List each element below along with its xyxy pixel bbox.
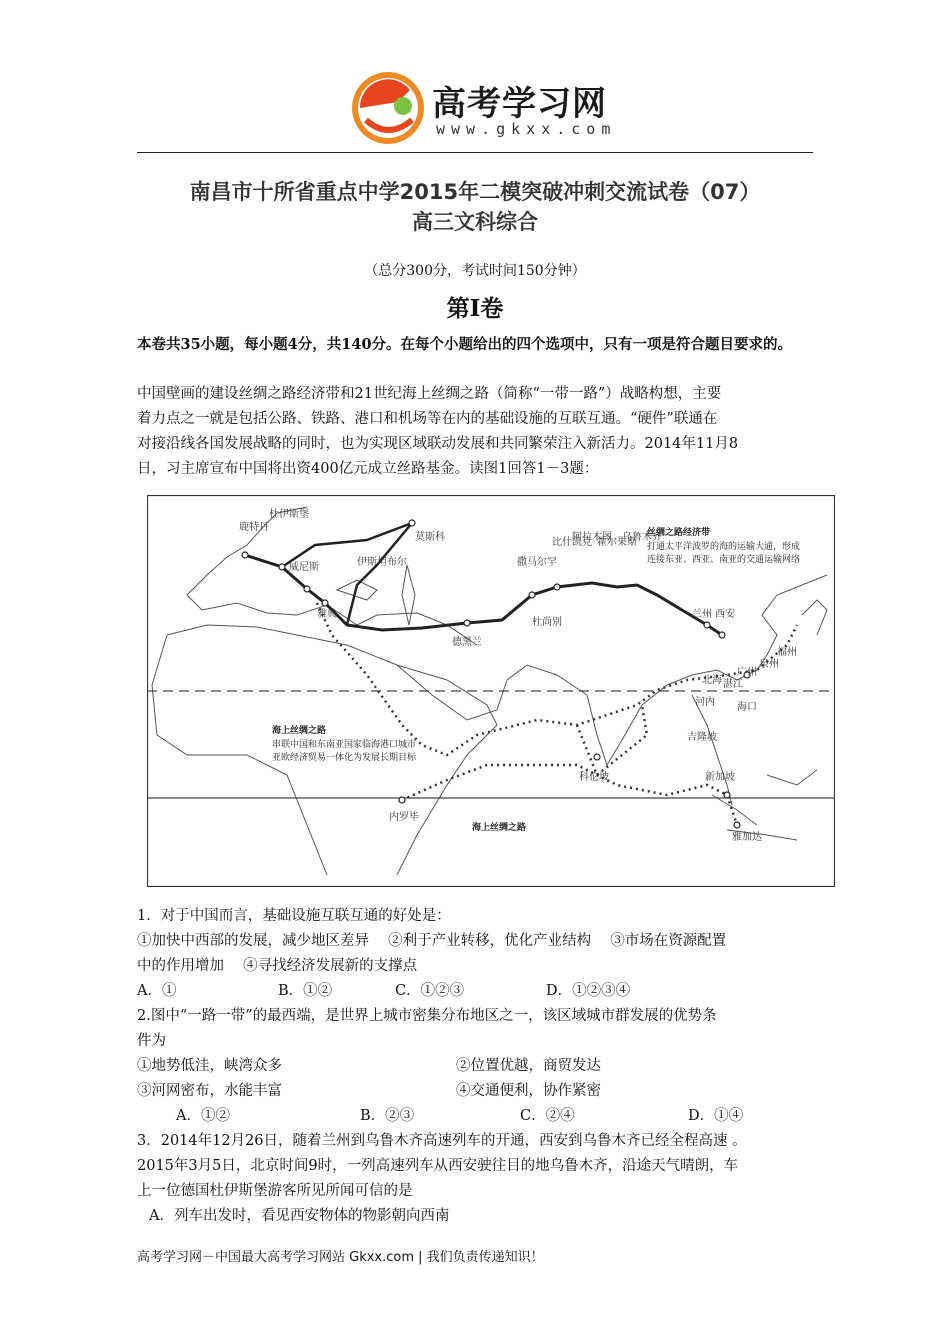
q2-item: ②位置优越，商贸发达 — [456, 1058, 601, 1074]
city-label: 杜伊斯堡 — [269, 509, 309, 520]
city-label: 海口 — [737, 702, 757, 713]
city-label: 河内 — [695, 697, 715, 708]
city-label: 撒马尔罕 — [517, 557, 557, 568]
header-rule — [137, 152, 813, 153]
city-label: 杜尚别 — [532, 617, 562, 628]
q2-item: ③河网密布，水能丰富 — [137, 1083, 282, 1099]
q3-option-a[interactable]: A．列车出发时，看见西安物体的物影朝向西南 — [149, 1208, 450, 1224]
map-figure — [147, 495, 835, 887]
q2-option-a[interactable]: A．①② — [176, 1108, 230, 1124]
question-1-stem: 1．对于中国而言，基础设施互联互通的好处是： — [137, 908, 451, 924]
city-label: 兰州 — [692, 609, 712, 620]
paper-title: 南昌市十所省重点中学2015年二模突破冲刺交流试卷（07） — [189, 180, 761, 204]
legend-sea-title: 海上丝绸之路 — [272, 726, 327, 736]
city-label: 阿拉木图 — [572, 532, 612, 543]
intro-line: 日，习主席宣布中国将出资400亿元成立丝路基金。读图1回答1－3题： — [137, 461, 599, 477]
legend-sea-text: 串联中国和东南亚国家临海港口城市 — [272, 740, 417, 750]
sea-route-label: 海上丝绸之路 — [472, 823, 527, 833]
question-2-stem: 件为 — [137, 1033, 166, 1049]
question-1-items: ①加快中西部的发展，减少地区差异 ②利于产业转移，优化产业结构 ③市场在资源配置 — [137, 933, 727, 949]
intro-line: 对接沿线各国发展战略的同时，也为实现区域联动发展和共同繁荣注入新活力。2014年11月8 — [137, 436, 739, 452]
intro-line: 着力点之一就是包括公路、铁路、港口和机场等在内的基础设施的互联互通。“硬件”联通在 — [137, 411, 718, 427]
question-3-stem: 上一位德国杜伊斯堡游客所见所闻可信的是 — [137, 1183, 413, 1199]
logo-emblem-icon — [348, 68, 438, 148]
city-label: 新加坡 — [705, 772, 735, 783]
city-label: 乌鲁木齐 — [622, 532, 662, 543]
city-label: 伊斯坦布尔 — [357, 557, 407, 568]
city-label: 广州 — [737, 667, 757, 678]
q1-option-b[interactable]: B．①② — [278, 983, 333, 999]
belt-road-map — [147, 495, 835, 887]
q2-option-b[interactable]: B．②③ — [360, 1108, 415, 1124]
paper-subtitle: 高三文科综合 — [412, 210, 538, 234]
city-label: 吉隆坡 — [687, 732, 717, 743]
legend-sea-text: 亚欧经济贸易一体化为发展长期目标 — [272, 753, 417, 763]
city-label: 湛江 — [723, 679, 743, 690]
city-label: 比什凯克 — [552, 537, 592, 548]
city-label: 科伦坡 — [579, 772, 609, 783]
q2-item: ①地势低洼，峡湾众多 — [137, 1058, 282, 1074]
intro-line: 中国壁画的建设丝绸之路经济带和21世纪海上丝绸之路（简称“一带一路”）战略构想，主要 — [137, 386, 722, 402]
city-label: 雅加达 — [732, 832, 762, 843]
q1-option-d[interactable]: D．①②③④ — [546, 983, 631, 999]
question-1-items: 中的作用增加 ④寻找经济发展新的支撑点 — [137, 958, 418, 974]
question-3-stem: 2015年3月5日，北京时间9时，一列高速列车从西安驶往目的地乌鲁木齐，沿途天气晴朗，车 — [137, 1158, 739, 1174]
city-label: 内罗毕 — [389, 812, 419, 823]
q1-option-c[interactable]: C．①②③ — [395, 983, 465, 999]
instructions: 本卷共35小题，每小题4分，共140分。在每个小题给出的四个选项中，只有一项是符合题目要求的。 — [137, 336, 793, 353]
logo-url[interactable]: www.gkxx.com — [436, 120, 617, 138]
city-label: 北海 — [702, 675, 722, 686]
score-note: （总分300分，考试时间150分钟） — [364, 263, 586, 279]
volume-heading: 第Ⅰ卷 — [446, 295, 504, 322]
city-label: 雅典 — [317, 609, 337, 620]
city-label: 霍尔果斯 — [597, 537, 637, 548]
question-3-stem: 3．2014年12月26日，随着兰州到乌鲁木齐高速列车的开通，西安到乌鲁木齐已经全程高速 。 — [137, 1133, 747, 1149]
q2-option-d[interactable]: D．①④ — [688, 1108, 744, 1124]
city-label: 莫斯科 — [415, 532, 445, 543]
q1-option-a[interactable]: A．① — [137, 983, 177, 999]
q2-item: ④交通便利，协作紧密 — [456, 1083, 601, 1099]
city-label: 鹿特丹 — [239, 522, 269, 533]
legend-land-title: 丝绸之路经济带 — [647, 528, 711, 538]
page-footer: 高考学习网－中国最大高考学习网站 Gkxx.com | 我们负责传递知识！ — [137, 1250, 544, 1265]
city-label: 西安 — [715, 609, 735, 620]
city-label: 威尼斯 — [289, 562, 319, 573]
logo-name: 高考学习网 — [432, 84, 607, 124]
q2-option-c[interactable]: C．②④ — [520, 1108, 575, 1124]
city-label: 福州 — [777, 647, 797, 658]
legend-land-text: 连接东亚、西亚、南亚的交通运输网络 — [647, 555, 801, 565]
city-label: 泉州 — [759, 659, 779, 670]
city-label: 德黑兰 — [452, 637, 482, 648]
question-2-stem: 2.图中“一路一带”的最西端，是世界上城市密集分布地区之一，该区域城市群发展的优势条 — [137, 1008, 717, 1024]
legend-land-text: 打通太平洋波罗的海的运输大通，形成 — [647, 542, 801, 552]
